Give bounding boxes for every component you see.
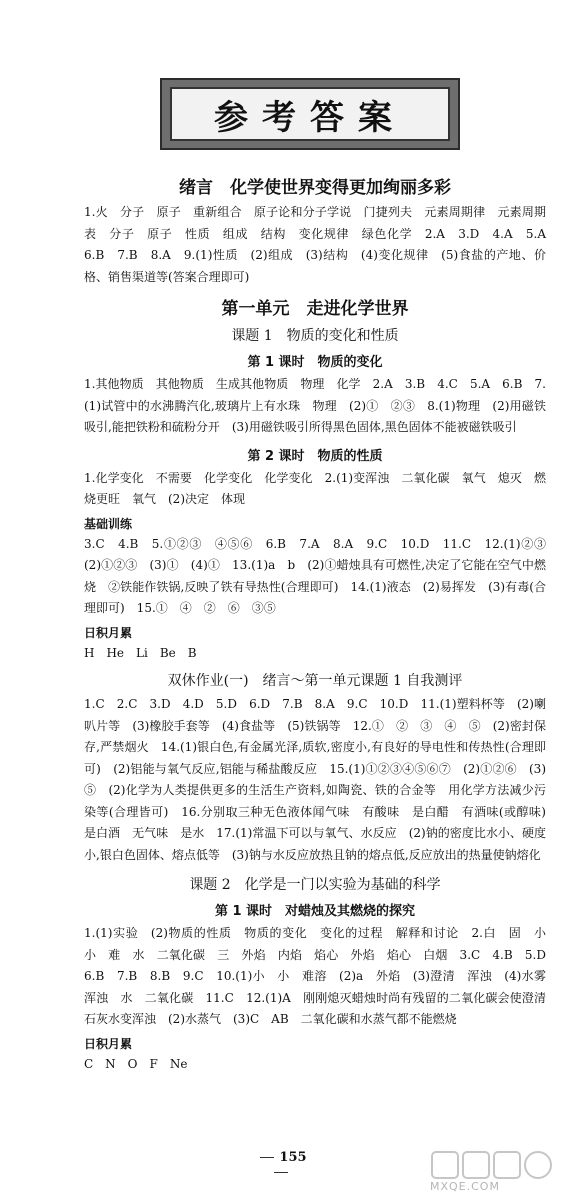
period1-answers: 1.其他物质 其他物质 生成其他物质 物理 化学 2.A 3.B 4.C 5.A 6.B 7.(1)试管中的水沸腾汽化,玻璃片上有水珠 物理 (2)① ②③ 8.(1)物理 (2)用磁铁吸引,能把铁粉和硫粉分开 (3)用磁铁吸引所得黑色固体,黑色固体不能被磁铁吸引	[84, 377, 546, 434]
period1-title: 第 1 课时 物质的变化	[247, 355, 383, 370]
lesson2-period1-title: 第 1 课时 对蜡烛及其燃烧的探究	[214, 904, 416, 919]
answer-banner	[160, 78, 460, 150]
lesson1-title: 课题 1 物质的变化和性质	[231, 328, 399, 344]
basic-training-answers: 3.C 4.B 5.①②③ ④⑤⑥ 6.B 7.A 8.A 9.C 10.D 11.C 12.(1)②③ (2)①②③ (3)① (4)① 13.(1)a b (2)①蜡烛具有可燃性,决定了它能在空气中燃烧 ②铁能作铁锅,反映了铁有导热性(合理即可) 14.(1)液态 (2)易挥发 (3)有毒(合理即可) 15.① ④ ② ⑥ ③⑤	[84, 536, 559, 615]
lesson2-title: 课题 2 化学是一门以实验为基础的科学	[189, 877, 441, 893]
watermark-text: MXQE.COM	[430, 1180, 500, 1193]
banner-title: 参考答案	[214, 97, 406, 138]
page-number: 155	[250, 1150, 312, 1180]
daily-accumulation-label-2: 日积月累	[84, 1036, 133, 1051]
intro-title: 绪言 化学使世界变得更加绚丽多彩	[179, 178, 451, 198]
banner-panel	[170, 87, 450, 141]
daily-accumulation-answers-2: C N O F Ne	[84, 1056, 188, 1071]
period2-title: 第 2 课时 物质的性质	[247, 448, 383, 464]
lesson2-period1-answers: 1.(1)实验 (2)物质的性质 物质的变化 变化的过程 解释和讨论 2.白 固 小 小 难 水 二氧化碳 三 外焰 内焰 焰心 外焰 焰心 白烟 3.C 4.B 5.D 6.B 7.B 8.B 9.C 10.(1)小 小 难溶 (2)a 外焰 (3)澄清 浑浊 (4)水雾 浑浊 水 二氧化碳 11.C 12.(1)A 刚刚熄灭蜡烛时尚有残留的二氧化碳会使澄清石灰水变浑浊 (2)水蒸气 (3)C AB 二氧化碳和水蒸气都不能燃烧	[84, 926, 559, 1026]
intro-answers: 1.火 分子 原子 重新组合 原子论和分子学说 门捷列夫 元素周期律 元素周期表 分子 原子 性质 组成 结构 变化规律 绿色化学 2.A 3.D 4.A 5.A 6.B 7.B 8.A 9.(1)性质 (2)组成 (3)结构 (4)变化规律 (5)食盐的产地、价格、销售渠道等(答案合理即可)	[84, 205, 559, 284]
weekend-homework-title: 双休作业(一) 绪言～第一单元课题 1 自我测评	[167, 673, 463, 689]
daily-accumulation-answers: H He Li Be B	[84, 645, 197, 660]
answer-content	[84, 173, 559, 1075]
watermark-glyphs	[430, 1150, 555, 1180]
weekend-homework-answers: 1.C 2.C 3.D 4.D 5.D 6.D 7.B 8.A 9.C 10.D 11.(1)塑料杯等 (2)喇叭片等 (3)橡胶手套等 (4)食盐等 (5)铁锅等 12.① ② ③ ④ ⑤ (2)密封保存,严禁烟火 14.(1)银白色,有金属光泽,质软,密度小,有良好的导电性和传热性(合理即可) (2)铝能与氧气反应,铝能与稀盐酸反应 15.(1)①②③④⑤⑥⑦ (2)①②⑥ (3)⑤ (2)化学为人类提供更多的生活生产资料,如陶瓷、铁的合金等 用化学方法减少污染等(合理皆可) 16.分别取三种无色液体闻气味 有酸味 是白醋 有酒味(或醇味) 是白酒 无气味 是水 17.(1)常温下可以与氧气、水反应 (2)钠的密度比水小、硬度小,银白色固体、熔点低等 (3)钠与水反应放热且钠的熔点低,反应放出的热量使钠熔化	[84, 697, 559, 862]
unit1-title: 第一单元 走进化学世界	[221, 299, 409, 319]
basic-training-label: 基础训练	[84, 516, 133, 531]
watermark-logo	[430, 1150, 555, 1196]
daily-accumulation-label: 日积月累	[84, 625, 133, 640]
period2-answers: 1.化学变化 不需要 化学变化 化学变化 2.(1)变浑浊 二氧化碳 氧气 熄灭 燃烧更旺 氧气 (2)决定 体现	[84, 470, 546, 506]
